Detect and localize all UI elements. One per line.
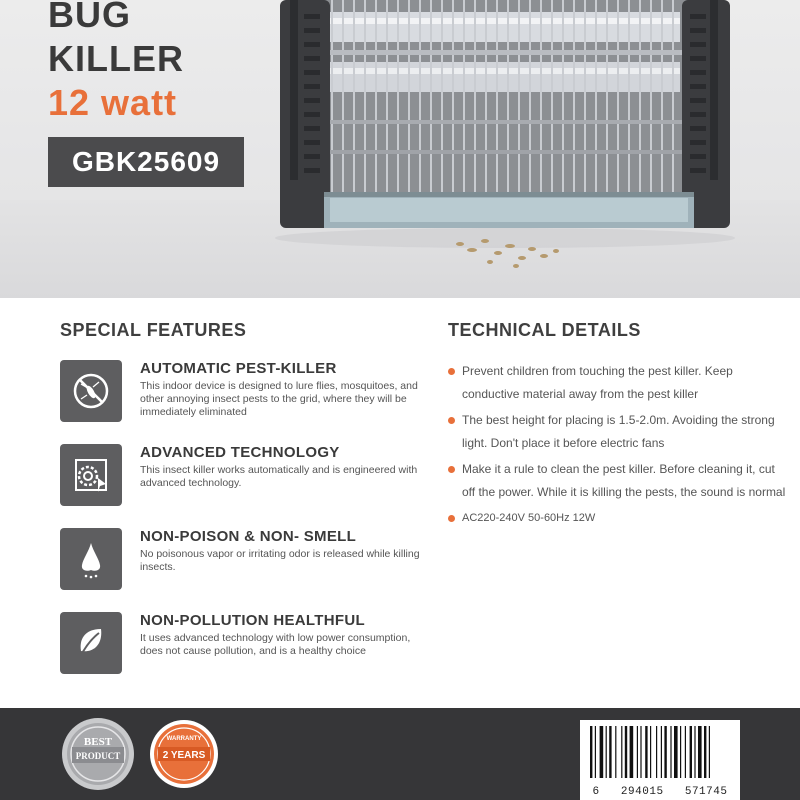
feature-description: No poisonous vapor or irritating odor is released while killing insects. bbox=[140, 548, 420, 573]
tech-detail-text: Prevent children from touching the pest killer. Keep conductive material away from the pest killer bbox=[462, 364, 733, 401]
feature-title: NON-POISON & NON- SMELL bbox=[140, 528, 357, 545]
hero-banner bbox=[0, 0, 800, 298]
feature-title: NON-POLLUTION HEALTHFUL bbox=[140, 612, 365, 629]
tech-detail-text: The best height for placing is 1.5-2.0m. Avoiding the strong light. Don't place it before electric fans bbox=[462, 413, 775, 450]
footer-bar bbox=[0, 708, 800, 800]
barcode bbox=[580, 720, 740, 800]
model-badge: GBK25609 bbox=[48, 137, 244, 187]
list-item bbox=[448, 458, 788, 504]
nose-smell-icon bbox=[60, 528, 122, 590]
list-item bbox=[448, 360, 788, 406]
seal-best-line1: BEST bbox=[83, 736, 113, 748]
special-features-heading: SPECIAL FEATURES bbox=[60, 320, 247, 340]
best-product-seal-icon bbox=[60, 716, 136, 792]
bullet-dot-icon bbox=[448, 466, 455, 473]
barcode-number: 6 294015 571745 bbox=[592, 786, 728, 798]
bullet-dot-icon bbox=[448, 417, 455, 424]
feature-title: AUTOMATIC PEST-KILLER bbox=[140, 360, 337, 377]
feature-title: ADVANCED TECHNOLOGY bbox=[140, 444, 340, 461]
seal-best-line2: PRODUCT bbox=[75, 751, 121, 761]
brand-title-killer: KILLER bbox=[48, 38, 184, 79]
list-item bbox=[448, 409, 788, 455]
brand-title-bug: BUG bbox=[48, 0, 131, 35]
feature-automatic-pest-killer bbox=[60, 360, 430, 430]
feature-description: This insect killer works automatically and is engineered with advanced technology. bbox=[140, 464, 418, 489]
leaf-icon bbox=[60, 612, 122, 674]
brand-wattage: 12 watt bbox=[48, 82, 178, 123]
bug-zapper-image bbox=[270, 0, 750, 298]
technical-details-list bbox=[448, 360, 788, 533]
feature-non-pollution bbox=[60, 612, 430, 682]
seal-warranty-top: WARRANTY bbox=[166, 736, 202, 742]
feature-description: It uses advanced technology with low power consumption, does not cause pollution, and is a healthy choice bbox=[140, 632, 411, 657]
tech-detail-text: Make it a rule to clean the pest killer. Before cleaning it, cut off the power. While it is killing the pests, the sound is normal bbox=[462, 462, 786, 499]
bullet-dot-icon bbox=[448, 368, 455, 375]
feature-advanced-technology bbox=[60, 444, 430, 514]
technical-details-heading: TECHNICAL DETAILS bbox=[448, 320, 641, 340]
mosquito-no-icon bbox=[60, 360, 122, 422]
seal-warranty-main: 2 YEARS bbox=[162, 750, 206, 761]
bullet-dot-icon bbox=[448, 515, 455, 522]
barcode-bars bbox=[580, 720, 740, 782]
list-item bbox=[448, 507, 788, 530]
feature-description: This indoor device is designed to lure flies, mosquitoes, and other annoying insect pests to the grid, where they will be immediately eliminated bbox=[140, 380, 418, 418]
tech-detail-text: AC220-240V 50-60Hz 12W bbox=[462, 512, 596, 524]
warranty-seal-icon bbox=[146, 716, 222, 792]
feature-non-poison bbox=[60, 528, 430, 598]
gear-technology-icon bbox=[60, 444, 122, 506]
